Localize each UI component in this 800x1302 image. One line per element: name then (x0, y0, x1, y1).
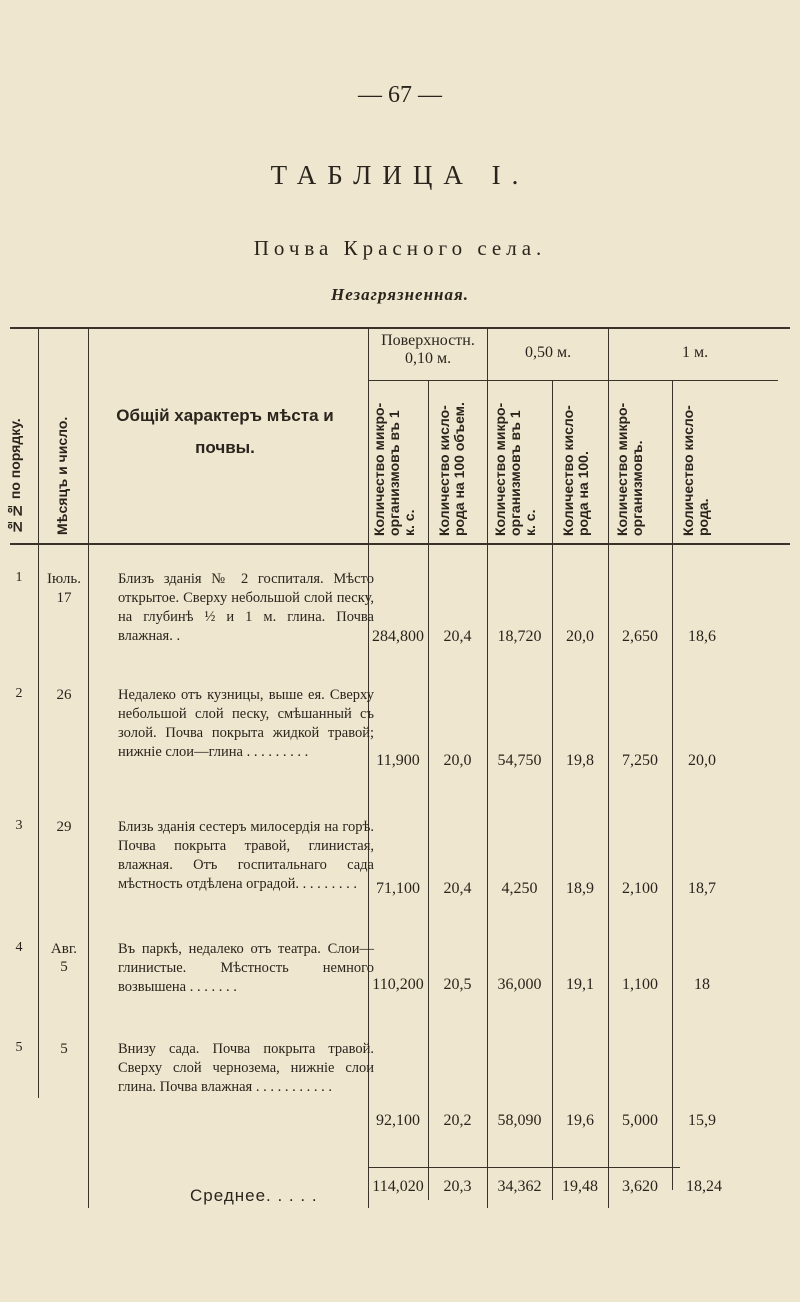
row-4-month: Авг. (50, 941, 78, 957)
row-1-micro-2: 18,720 (497, 628, 542, 645)
row-2-micro-1: 11,900 (376, 752, 420, 769)
header-micro-2: Количество микро- организмовъ въ 1 к. с. (492, 402, 538, 536)
average-micro-3: 3,620 (622, 1178, 658, 1195)
col-rule (38, 328, 39, 1098)
average-oxy-3: 18,24 (686, 1178, 722, 1195)
row-2-oxy-3: 20,0 (688, 752, 716, 769)
header-depth-1: 1 м. (681, 344, 709, 361)
header-oxy-3: Количество кисло- рода. (680, 405, 711, 536)
row-2-oxy-2: 19,8 (566, 752, 594, 769)
row-3-day: 29 (56, 819, 72, 835)
header-oxy-2: Количество кисло- рода на 100. (560, 405, 591, 536)
header-general: Общiй характеръ мѣста и почвы. (116, 406, 334, 457)
row-5-oxy-1: 20,2 (443, 1112, 472, 1129)
col-rule (428, 380, 429, 1200)
row-1-oxy-2: 20,0 (566, 628, 594, 645)
page-number: — 67 — (358, 82, 442, 108)
header-oxy-1: Количество кисло- рода на 100 объем. (436, 402, 467, 536)
row-5-description: Внизу сада. Почва покрыта травой. Сверху слой чернозема, нижнiе слои глина. Почва влажная . . . . . . . . . . . (118, 1041, 374, 1095)
row-4-micro-1: 110,200 (372, 976, 424, 993)
row-5-oxy-2: 19,6 (566, 1112, 594, 1129)
depth-rule (368, 380, 778, 381)
average-label: Среднее. . . . . (190, 1186, 318, 1205)
header-micro-1: Количество микро- организмовъ въ 1 к. с. (371, 402, 417, 536)
table-title: ТАБЛИЦА I. (270, 160, 530, 190)
row-5-micro-1: 92,100 (376, 1112, 420, 1129)
row-4-oxy-1: 20,5 (443, 976, 472, 993)
row-2-micro-3: 7,250 (622, 752, 658, 769)
row-4-oxy-2: 19,1 (566, 976, 594, 993)
row-1-micro-1: 284,800 (372, 628, 424, 645)
row-2-day: 26 (56, 687, 72, 703)
row-3-description: Близь зданiя сестеръ милосердiя на горѣ. Почва покрыта травой, глинистая, влажная. Отъ госпитальнаго сада мѣстность отдѣлена оградой. . . . . . . . . (118, 819, 374, 892)
row-1-month: Iюль. (47, 571, 81, 587)
row-3-micro-1: 71,100 (376, 880, 420, 897)
average-micro-1: 114,020 (372, 1178, 424, 1195)
row-2-description: Недалеко отъ кузницы, выше ея. Сверху небольшой слой песку, смѣшанный съ золой. Почва покрыта жидкой травой; нижнiе слои—глина . . . . . . . . . (118, 687, 374, 760)
row-1-day: 17 (56, 590, 72, 606)
average-rule (368, 1167, 680, 1168)
col-rule (88, 328, 89, 1208)
table-subtitle: Почва Красного села. (253, 236, 547, 260)
average-oxy-2: 19,48 (562, 1178, 598, 1195)
row-3-oxy-1: 20,4 (443, 880, 472, 897)
row-4-micro-3: 1,100 (622, 976, 658, 993)
row-5-micro-3: 5,000 (622, 1112, 658, 1129)
header-depth-surface: Поверхностн. 0,10 м. (381, 332, 475, 367)
table-subsubtitle: Незагрязненная. (331, 285, 469, 304)
row-2-oxy-1: 20,0 (443, 752, 472, 769)
row-1-micro-3: 2,650 (622, 628, 658, 645)
row-5-day: 5 (60, 1041, 68, 1057)
row-5-oxy-3: 15,9 (688, 1112, 716, 1129)
row-4-day: 5 (60, 959, 68, 975)
row-1-index: 1 (15, 570, 23, 585)
row-1-oxy-3: 18,6 (688, 628, 716, 645)
row-5-micro-2: 58,090 (497, 1112, 542, 1129)
row-4-oxy-3: 18 (694, 976, 710, 993)
row-4-index: 4 (15, 940, 23, 955)
row-3-micro-2: 4,250 (501, 880, 538, 897)
col-rule (672, 380, 673, 1190)
row-2-micro-2: 54,750 (497, 752, 542, 769)
row-3-oxy-2: 18,9 (566, 880, 594, 897)
row-2-index: 2 (15, 686, 23, 701)
col-rule (552, 380, 553, 1200)
average-micro-2: 34,362 (497, 1178, 542, 1195)
header-depth-050: 0,50 м. (524, 344, 572, 361)
header-bottom-rule (10, 543, 790, 545)
row-3-oxy-3: 18,7 (688, 880, 716, 897)
row-5-index: 5 (15, 1040, 23, 1055)
row-3-index: 3 (15, 818, 23, 833)
table-top-rule (10, 327, 790, 329)
row-4-description: Въ паркѣ, недалеко отъ театра. Слои—глинистые. Мѣстность немного возвышена . . . . . . . (118, 941, 374, 995)
header-index: №№ по порядку. (7, 418, 23, 535)
row-4-micro-2: 36,000 (497, 976, 542, 993)
header-micro-3: Количество микро- организмовъ. (614, 402, 645, 536)
row-3-micro-3: 2,100 (622, 880, 658, 897)
row-1-description: Близъ зданiя № 2 госпиталя. Мѣсто открытое. Сверху небольшой слой песку, на глубинѣ ½ и 1 м. глина. Почва влажная. . (118, 571, 374, 644)
row-1-oxy-1: 20,4 (443, 628, 472, 645)
average-oxy-1: 20,3 (443, 1178, 472, 1195)
header-date: Мѣсяцъ и число. (54, 416, 70, 535)
